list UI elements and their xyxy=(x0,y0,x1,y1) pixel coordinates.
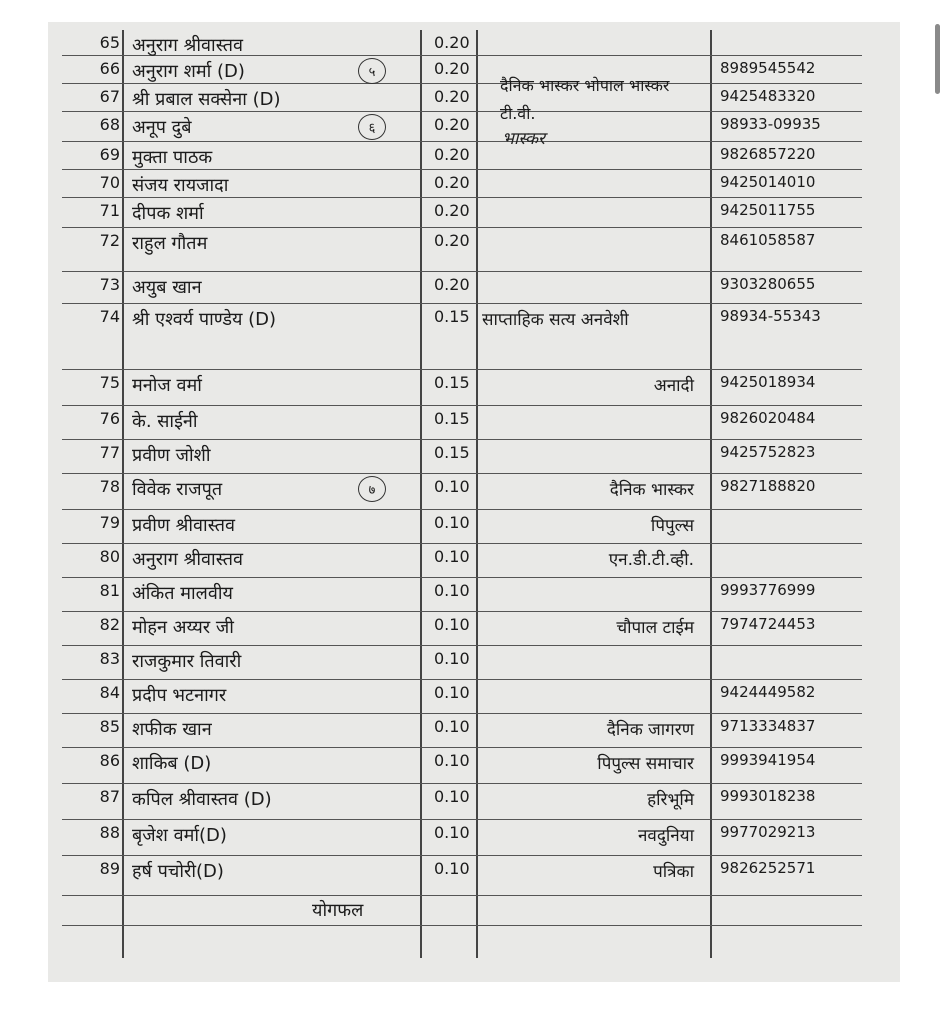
share-amount: 0.20 xyxy=(434,145,470,164)
newspaper xyxy=(472,198,694,227)
member-name: प्रवीण जोशी xyxy=(132,445,211,466)
phone-number: 9425011755 xyxy=(720,201,816,219)
contributor-table xyxy=(62,30,862,958)
share-amount: 0.20 xyxy=(434,59,470,78)
phone-number: 9977029213 xyxy=(720,823,816,841)
phone-number: 8989545542 xyxy=(720,59,816,77)
group-note: दैनिक भास्कर भोपाल भास्कर टी.वी. xyxy=(500,76,670,123)
phone-number xyxy=(720,544,860,577)
share-amount: 0.10 xyxy=(434,649,470,668)
member-name: अनुराग श्रीवास्तव xyxy=(132,549,243,570)
table-row xyxy=(62,406,862,440)
newspaper: नवदुनिया xyxy=(637,826,694,846)
member-name: कपिल श्रीवास्तव (D) xyxy=(132,789,272,810)
newspaper: दैनिक जागरण xyxy=(606,720,694,740)
member-name: राजकुमार तिवारी xyxy=(132,651,242,672)
share-amount: 0.10 xyxy=(434,615,470,634)
table-row xyxy=(62,748,862,784)
table-row xyxy=(62,84,862,112)
circled-mark: ७ xyxy=(358,476,386,502)
serial-number: 84 xyxy=(99,683,120,702)
newspaper xyxy=(472,680,694,713)
serial-number: 76 xyxy=(99,409,120,428)
phone-number: 9826020484 xyxy=(720,409,816,427)
serial-number: 87 xyxy=(99,787,120,806)
serial-number: 82 xyxy=(99,615,120,634)
share-amount: 0.15 xyxy=(434,373,470,392)
member-name: मोहन अय्यर जी xyxy=(132,617,234,638)
serial-number: 77 xyxy=(99,443,120,462)
share-amount: 0.10 xyxy=(434,581,470,600)
phone-number: 9425483320 xyxy=(720,87,816,105)
table-row xyxy=(62,714,862,748)
phone-number: 8461058587 xyxy=(720,231,816,249)
newspaper xyxy=(472,406,694,439)
serial-number: 67 xyxy=(99,87,120,106)
table-row xyxy=(62,856,862,896)
handwritten-note: भास्कर xyxy=(502,129,545,149)
serial-number: 86 xyxy=(99,751,120,770)
serial-number: 81 xyxy=(99,581,120,600)
phone-number xyxy=(720,30,860,55)
table-row xyxy=(62,510,862,544)
newspaper xyxy=(472,272,694,303)
table-row xyxy=(62,198,862,228)
table-row xyxy=(62,820,862,856)
member-name: के. साईनी xyxy=(132,411,198,432)
phone-number: 9713334837 xyxy=(720,717,816,735)
serial-number: 68 xyxy=(99,115,120,134)
phone-number: 9993941954 xyxy=(720,751,816,769)
table-row xyxy=(62,646,862,680)
table-row xyxy=(62,228,862,272)
share-amount: 0.10 xyxy=(434,751,470,770)
share-amount: 0.10 xyxy=(434,513,470,532)
table-row xyxy=(62,170,862,198)
share-amount: 0.10 xyxy=(434,717,470,736)
phone-number: 98933-09935 xyxy=(720,115,821,133)
share-amount: 0.10 xyxy=(434,787,470,806)
phone-number: 9993776999 xyxy=(720,581,816,599)
phone-number: 7974724453 xyxy=(720,615,816,633)
share-amount: 0.15 xyxy=(434,307,470,326)
newspaper xyxy=(472,646,694,679)
member-name: अनुराग शर्मा (D) xyxy=(132,61,245,82)
member-name: दीपक शर्मा xyxy=(132,203,204,224)
newspaper: साप्ताहिक सत्य अनवेशी xyxy=(482,310,629,330)
serial-number: 69 xyxy=(99,145,120,164)
share-amount: 0.10 xyxy=(434,477,470,496)
phone-number: 9826857220 xyxy=(720,145,816,163)
serial-number: 70 xyxy=(99,173,120,192)
share-amount: 0.20 xyxy=(434,115,470,134)
serial-number: 88 xyxy=(99,823,120,842)
serial-number: 73 xyxy=(99,275,120,294)
newspaper xyxy=(472,578,694,611)
newspaper xyxy=(472,440,694,473)
share-amount: 0.10 xyxy=(434,823,470,842)
phone-number: 9303280655 xyxy=(720,275,816,293)
member-name: अनूप दुबे xyxy=(132,117,192,138)
share-amount: 0.20 xyxy=(434,201,470,220)
scrollbar-thumb[interactable] xyxy=(935,24,940,94)
phone-number: 9993018238 xyxy=(720,787,816,805)
table-row xyxy=(62,544,862,578)
share-amount: 0.20 xyxy=(434,231,470,250)
share-amount: 0.20 xyxy=(434,87,470,106)
newspaper: हरिभूमि xyxy=(647,790,694,810)
newspaper: अनादी xyxy=(653,376,694,396)
share-amount: 0.20 xyxy=(434,275,470,294)
member-name: शाकिब (D) xyxy=(132,753,212,774)
serial-number: 80 xyxy=(99,547,120,566)
member-name: शफीक खान xyxy=(132,719,212,740)
newspaper: एन.डी.टी.व्ही. xyxy=(608,550,694,570)
member-name: मुक्ता पाठक xyxy=(132,147,213,168)
serial-number: 66 xyxy=(99,59,120,78)
member-name: अयुब खान xyxy=(132,277,202,298)
serial-number: 78 xyxy=(99,477,120,496)
table-row xyxy=(62,112,862,142)
phone-number xyxy=(720,646,860,679)
total-label: योगफल xyxy=(312,900,364,921)
serial-number: 85 xyxy=(99,717,120,736)
table-row xyxy=(62,440,862,474)
table-row xyxy=(62,56,862,84)
serial-number: 89 xyxy=(99,859,120,878)
phone-number: 9827188820 xyxy=(720,477,816,495)
phone-number: 9425752823 xyxy=(720,443,816,461)
table-row xyxy=(62,272,862,304)
newspaper xyxy=(472,170,694,197)
phone-number: 9425018934 xyxy=(720,373,816,391)
serial-number: 79 xyxy=(99,513,120,532)
member-name: राहुल गौतम xyxy=(132,233,208,254)
newspaper xyxy=(472,228,694,271)
member-name: प्रदीप भटनागर xyxy=(132,685,227,706)
member-name: अनुराग श्रीवास्तव xyxy=(132,35,243,56)
member-name: अंकित मालवीय xyxy=(132,583,233,604)
share-amount: 0.15 xyxy=(434,443,470,462)
share-amount: 0.15 xyxy=(434,409,470,428)
table-row xyxy=(62,142,862,170)
newspaper: पिपुल्स xyxy=(650,516,694,536)
table-row xyxy=(62,578,862,612)
newspaper: चौपाल टाईम xyxy=(616,618,694,638)
phone-number: 9424449582 xyxy=(720,683,816,701)
table-row xyxy=(62,474,862,510)
serial-number: 83 xyxy=(99,649,120,668)
member-name: हर्ष पचोरी(D) xyxy=(132,861,224,882)
table-row xyxy=(62,304,862,370)
share-amount: 0.20 xyxy=(434,33,470,52)
table-row xyxy=(62,612,862,646)
serial-number: 71 xyxy=(99,201,120,220)
circled-mark: ५ xyxy=(358,58,386,84)
phone-number: 9425014010 xyxy=(720,173,816,191)
member-name: श्री एश्वर्य पाण्डेय (D) xyxy=(132,309,277,330)
share-amount: 0.10 xyxy=(434,683,470,702)
serial-number: 74 xyxy=(99,307,120,326)
table-row xyxy=(62,370,862,406)
member-name: विवेक राजपूत xyxy=(132,479,223,500)
member-name: बृजेश वर्मा(D) xyxy=(132,825,227,846)
member-name: संजय रायजादा xyxy=(132,175,229,196)
member-name: श्री प्रबाल सक्सेना (D) xyxy=(132,89,281,110)
newspaper: पत्रिका xyxy=(653,862,694,882)
phone-number: 98934-55343 xyxy=(720,307,821,325)
total-row xyxy=(62,896,862,926)
newspaper xyxy=(472,30,694,55)
phone-number xyxy=(720,510,860,543)
phone-number: 9826252571 xyxy=(720,859,816,877)
member-name: प्रवीण श्रीवास्तव xyxy=(132,515,235,536)
share-amount: 0.20 xyxy=(434,173,470,192)
newspaper: पिपुल्स समाचार xyxy=(597,754,694,774)
circled-mark: ६ xyxy=(358,114,386,140)
table-row xyxy=(62,784,862,820)
share-amount: 0.10 xyxy=(434,547,470,566)
table-row xyxy=(62,680,862,714)
table-row xyxy=(62,30,862,56)
serial-number: 75 xyxy=(99,373,120,392)
serial-number: 65 xyxy=(99,33,120,52)
share-amount: 0.10 xyxy=(434,859,470,878)
member-name: मनोज वर्मा xyxy=(132,375,202,396)
newspaper: दैनिक भास्कर xyxy=(609,480,694,500)
serial-number: 72 xyxy=(99,231,120,250)
